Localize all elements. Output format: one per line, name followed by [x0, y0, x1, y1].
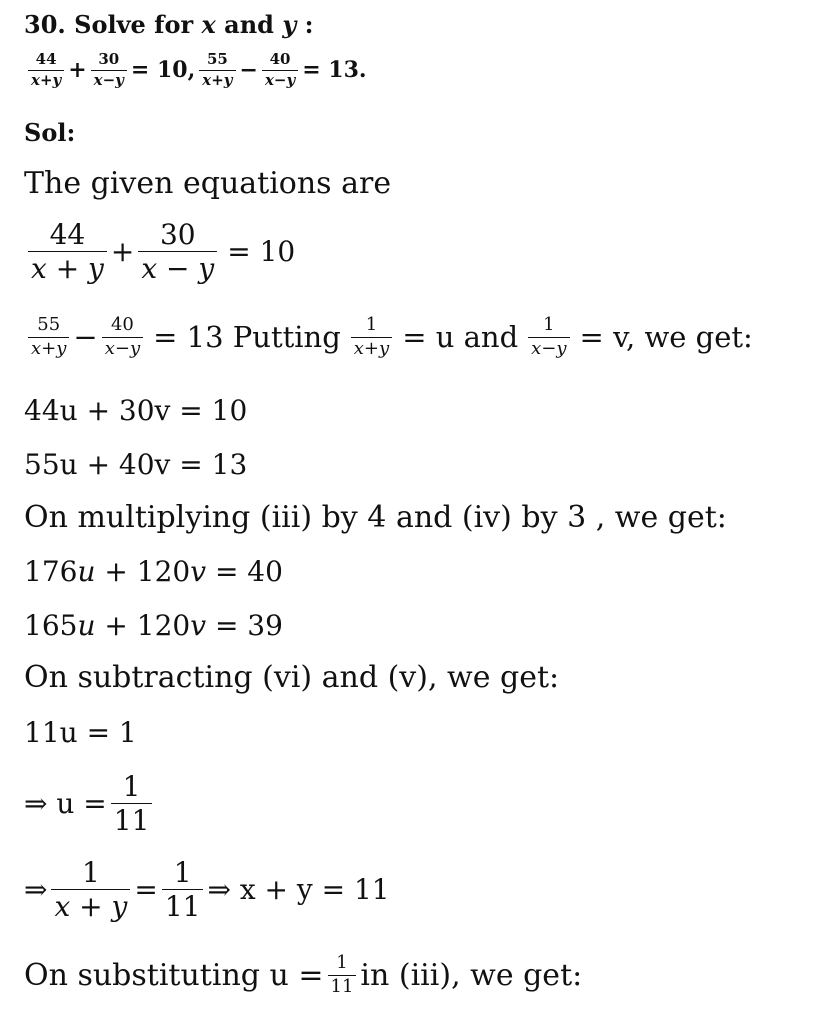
denominator: 11 — [113, 804, 150, 838]
fraction — [328, 954, 357, 997]
fraction — [111, 772, 153, 836]
variable: v — [190, 609, 207, 642]
rhs: = 10, — [130, 57, 196, 84]
multiply-text — [24, 500, 727, 535]
question-title — [24, 10, 313, 39]
question-prefix: Solve for — [74, 10, 194, 39]
numerator: 44 — [35, 50, 57, 68]
numerator: 1 — [336, 952, 348, 973]
substitution-text: = u and — [402, 320, 519, 355]
variable: u — [77, 609, 96, 642]
denominator: x−y — [531, 337, 567, 359]
fraction — [262, 52, 298, 89]
rhs: = 39 — [206, 609, 283, 642]
plus-sign: + — [110, 235, 135, 269]
rhs: = 10 — [227, 235, 296, 269]
text: and (iv) by — [395, 500, 558, 535]
denominator: x + y — [54, 890, 128, 924]
fraction — [91, 52, 127, 89]
text: , we get: — [595, 500, 727, 535]
denominator: x+y — [31, 70, 62, 89]
equation-7: 11u = 1 — [24, 716, 137, 749]
numerator: 40 — [110, 314, 134, 335]
denominator: x−y — [264, 70, 296, 89]
equation-9 — [24, 858, 390, 922]
coefficient: + 120 — [95, 609, 191, 642]
given-text: The given equations are — [24, 166, 392, 201]
question-number: 30. — [24, 10, 66, 39]
denominator: x−y — [104, 337, 141, 359]
numerator: 30 — [98, 50, 120, 68]
numerator: 1 — [122, 770, 141, 803]
equation-5 — [24, 555, 283, 588]
equation-2 — [24, 316, 759, 359]
equation-1 — [24, 220, 301, 284]
denominator: x−y — [93, 70, 124, 89]
fraction — [102, 316, 143, 359]
numerator: 55 — [206, 50, 228, 68]
numerator: 1 — [173, 856, 192, 889]
substitution-text: = v, we get: — [579, 320, 753, 355]
text: ⇒ x + y = 11 — [207, 873, 390, 907]
plus-sign: + — [68, 57, 87, 84]
question-equations — [24, 52, 367, 89]
numerator: 1 — [543, 314, 555, 335]
denominator: x − y — [141, 252, 215, 286]
equals-sign: = — [134, 873, 158, 907]
numerator: 44 — [49, 218, 86, 251]
numerator: 55 — [37, 314, 61, 335]
fraction — [162, 858, 204, 922]
coefficient: 176 — [24, 555, 78, 588]
number: 4 — [367, 500, 387, 535]
subtract-text: On subtracting (vi) and (v), we get: — [24, 660, 560, 695]
number: 3 — [567, 500, 587, 535]
fraction — [51, 858, 130, 922]
numerator: 30 — [159, 218, 196, 251]
equation-8 — [24, 772, 156, 836]
variable: u — [77, 555, 96, 588]
minus-sign: − — [73, 320, 98, 355]
and-word: and — [224, 10, 274, 39]
fraction — [28, 220, 107, 284]
fraction — [28, 316, 69, 359]
equation-3: 44u + 30v = 10 — [24, 394, 248, 427]
fraction — [199, 52, 235, 89]
colon: : — [304, 10, 314, 39]
denominator: x+y — [353, 337, 390, 359]
var-x: x — [201, 10, 216, 39]
numerator: 1 — [81, 856, 100, 889]
text: in (iii), we get: — [360, 957, 583, 993]
minus-sign: − — [239, 57, 258, 84]
implies-arrow: ⇒ — [24, 873, 48, 907]
denominator: 11 — [164, 890, 201, 924]
equation-6 — [24, 609, 283, 642]
fraction — [28, 52, 64, 89]
denominator: x + y — [31, 252, 104, 286]
numerator: 1 — [365, 314, 378, 335]
var-y: y — [282, 10, 297, 39]
variable: v — [190, 555, 207, 588]
fraction — [528, 316, 569, 359]
text: On substituting u = — [24, 957, 324, 993]
text: On multiplying (iii) by — [24, 500, 358, 535]
fraction — [138, 220, 217, 284]
denominator: x+y — [31, 337, 67, 359]
text: ⇒ u = — [24, 787, 107, 821]
sol-label: Sol: — [24, 118, 76, 147]
coefficient: + 120 — [95, 555, 191, 588]
fraction — [351, 316, 392, 359]
rhs: = 13 Putting — [153, 320, 341, 355]
rhs: = 40 — [206, 555, 283, 588]
numerator: 40 — [269, 50, 291, 68]
substitute-text — [24, 954, 582, 997]
equation-4: 55u + 40v = 13 — [24, 448, 248, 481]
coefficient: 165 — [24, 609, 78, 642]
denominator: x+y — [202, 70, 233, 89]
denominator: 11 — [330, 975, 354, 997]
rhs: = 13. — [302, 57, 367, 84]
